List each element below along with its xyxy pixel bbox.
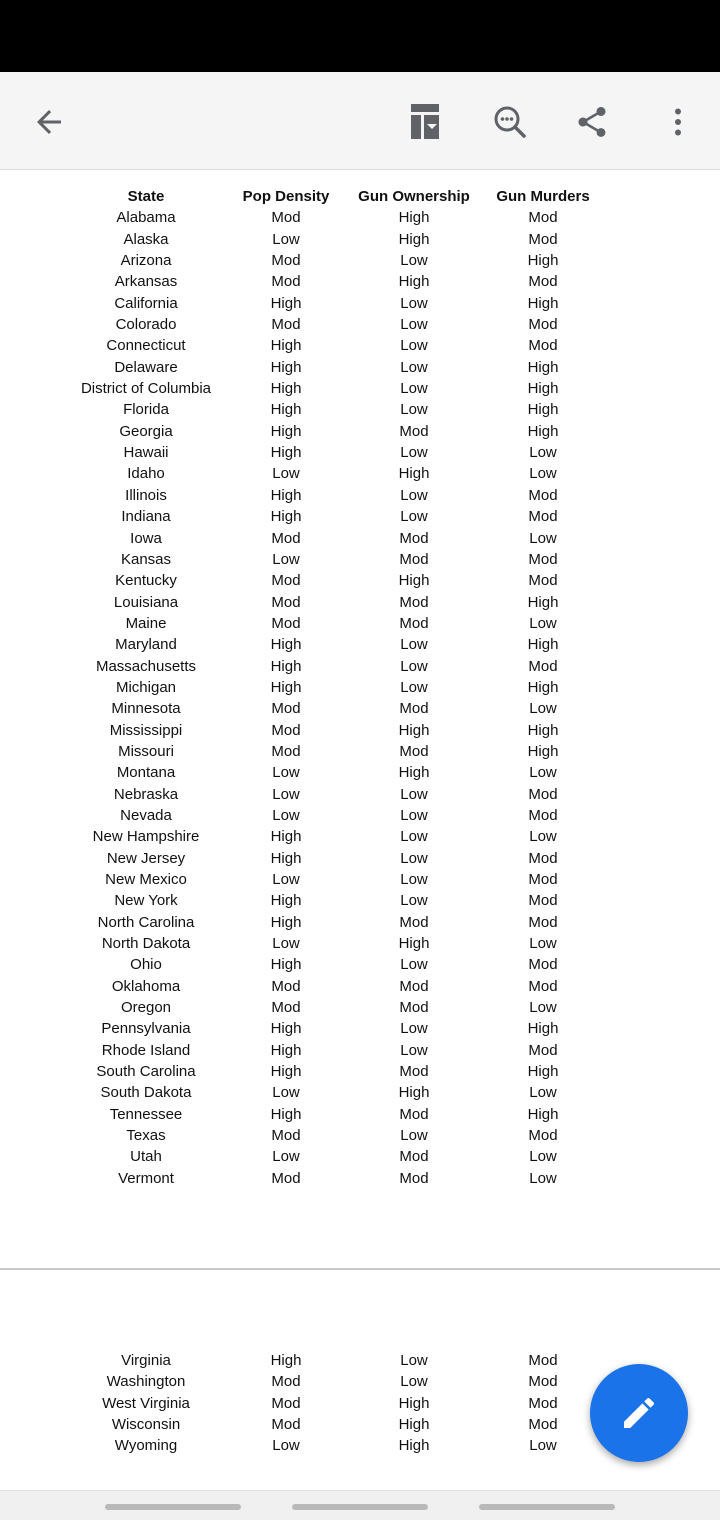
- cell-pop-density: Mod: [271, 1394, 301, 1412]
- table-row: [70, 1061, 608, 1082]
- cell-gun-ownership: Mod: [399, 550, 429, 568]
- cell-state: Georgia: [119, 422, 173, 440]
- table-row: [70, 463, 608, 484]
- cell-gun-ownership: Mod: [399, 742, 429, 760]
- table-row: [70, 869, 608, 890]
- cell-pop-density: Low: [272, 764, 300, 782]
- cell-pop-density: High: [270, 678, 302, 696]
- edit-pencil-icon: [619, 1393, 659, 1433]
- cell-state: Arkansas: [114, 273, 178, 291]
- cell-gun-ownership: High: [398, 721, 430, 739]
- cell-pop-density: High: [270, 1041, 302, 1059]
- cell-gun-ownership: Mod: [399, 700, 429, 718]
- cell-state: New Jersey: [106, 849, 186, 867]
- cell-pop-density: High: [270, 913, 302, 931]
- cell-gun-murders: High: [527, 358, 559, 376]
- cell-pop-density: High: [270, 1063, 302, 1081]
- arrow-left-icon: [31, 104, 67, 140]
- cell-gun-ownership: Low: [400, 785, 428, 803]
- cell-pop-density: Mod: [271, 593, 301, 611]
- cell-pop-density: High: [270, 358, 302, 376]
- cell-state: North Carolina: [97, 913, 195, 931]
- cell-gun-ownership: Low: [400, 486, 428, 504]
- cell-pop-density: High: [270, 380, 302, 398]
- table-row: [70, 1104, 608, 1125]
- cell-gun-murders: High: [527, 294, 559, 312]
- cell-state: South Carolina: [96, 1063, 196, 1081]
- cell-pop-density: High: [270, 1352, 302, 1369]
- table-row: [70, 656, 608, 677]
- cell-gun-murders: Mod: [528, 316, 558, 334]
- cell-pop-density: Low: [272, 465, 300, 483]
- table-row: [70, 314, 608, 335]
- cell-pop-density: Low: [272, 230, 300, 248]
- cell-gun-murders: Low: [529, 935, 557, 953]
- cell-gun-murders: Mod: [528, 1373, 558, 1391]
- cell-state: Nevada: [120, 806, 172, 824]
- data-table-page-1: [70, 186, 608, 1189]
- cell-gun-murders: Low: [529, 465, 557, 483]
- cell-state: North Dakota: [101, 935, 191, 953]
- table-row: [70, 592, 608, 613]
- cell-gun-murders: Low: [529, 529, 557, 547]
- table-row: [70, 549, 608, 570]
- table-row: [70, 1125, 608, 1146]
- table-row: [70, 485, 608, 506]
- cell-gun-ownership: High: [398, 230, 430, 248]
- cell-state: Virginia: [121, 1352, 171, 1369]
- cell-pop-density: High: [270, 422, 302, 440]
- cell-gun-murders: Mod: [528, 1352, 558, 1369]
- cell-gun-murders: Low: [529, 614, 557, 632]
- table-row: [70, 1168, 608, 1189]
- status-bar: [0, 0, 720, 72]
- cell-pop-density: Low: [272, 550, 300, 568]
- cell-gun-ownership: Low: [400, 849, 428, 867]
- table-row: [70, 698, 608, 719]
- cell-state: Rhode Island: [101, 1041, 191, 1059]
- cell-state: Louisiana: [113, 593, 179, 611]
- cell-state: Texas: [126, 1127, 166, 1145]
- back-button[interactable]: [25, 98, 73, 146]
- cell-gun-ownership: Mod: [399, 529, 429, 547]
- cell-pop-density: Low: [272, 1437, 300, 1455]
- cell-gun-ownership: Mod: [399, 999, 429, 1017]
- cell-gun-murders: Mod: [528, 892, 558, 910]
- cell-gun-ownership: High: [398, 465, 430, 483]
- cell-pop-density: Mod: [271, 1416, 301, 1434]
- cell-gun-murders: Mod: [528, 956, 558, 974]
- header-pop-density: Pop Density: [242, 188, 330, 205]
- cell-state: Indiana: [121, 508, 171, 526]
- table-row: [70, 848, 608, 869]
- cell-pop-density: Low: [272, 935, 300, 953]
- cell-gun-murders: Mod: [528, 913, 558, 931]
- header-gun-ownership: Gun Ownership: [358, 188, 470, 205]
- cell-pop-density: Mod: [271, 572, 301, 590]
- cell-state: Alaska: [123, 230, 169, 248]
- bottom-navigation-area: [0, 1490, 720, 1520]
- cell-gun-ownership: Mod: [399, 1148, 429, 1166]
- cell-state: Washington: [106, 1373, 186, 1391]
- cell-gun-murders: High: [527, 1020, 559, 1038]
- cell-gun-murders: Mod: [528, 508, 558, 526]
- cell-gun-murders: Mod: [528, 230, 558, 248]
- cell-state: District of Columbia: [80, 380, 212, 398]
- cell-gun-ownership: High: [398, 1416, 430, 1434]
- table-row: [70, 613, 608, 634]
- table-row: [70, 720, 608, 741]
- nav-handle-right[interactable]: [479, 1504, 615, 1510]
- cell-state: Idaho: [127, 465, 165, 483]
- cell-gun-murders: High: [527, 422, 559, 440]
- more-options-button[interactable]: [654, 98, 702, 146]
- cell-gun-ownership: Low: [400, 636, 428, 654]
- table-row: [70, 250, 608, 271]
- table-row: [70, 570, 608, 591]
- cell-state: Montana: [116, 764, 176, 782]
- table-row: [70, 357, 608, 378]
- cell-state: Mississippi: [109, 721, 183, 739]
- cell-pop-density: Mod: [271, 1373, 301, 1391]
- cell-state: Oregon: [120, 999, 172, 1017]
- cell-gun-murders: Low: [529, 444, 557, 462]
- header-state: State: [127, 188, 165, 205]
- cell-state: Maine: [125, 614, 167, 632]
- cell-state: Utah: [130, 1148, 162, 1166]
- cell-state: Pennsylvania: [101, 1020, 191, 1038]
- cell-gun-murders: Low: [529, 1437, 557, 1455]
- cell-pop-density: High: [270, 294, 302, 312]
- cell-pop-density: Low: [272, 806, 300, 824]
- cell-state: New Mexico: [105, 871, 187, 888]
- cell-state: South Dakota: [100, 1084, 192, 1102]
- cell-state: Hawaii: [123, 444, 169, 462]
- cell-state: Wisconsin: [111, 1416, 181, 1434]
- cell-state: Michigan: [115, 678, 177, 696]
- cell-state: Connecticut: [106, 337, 186, 355]
- cell-pop-density: Mod: [271, 316, 301, 334]
- table-row: [70, 1040, 608, 1061]
- cell-pop-density: High: [270, 636, 302, 654]
- cell-gun-ownership: Low: [400, 337, 428, 355]
- cell-pop-density: Low: [272, 1148, 300, 1166]
- cell-pop-density: Mod: [271, 977, 301, 995]
- cell-pop-density: Mod: [271, 273, 301, 291]
- table-row: [70, 378, 608, 399]
- cell-gun-murders: High: [527, 636, 559, 654]
- cell-gun-murders: Mod: [528, 1416, 558, 1434]
- data-table-page-2: [70, 1350, 608, 1457]
- cell-gun-ownership: Mod: [399, 593, 429, 611]
- cell-state: Colorado: [115, 316, 177, 334]
- table-row: [70, 954, 608, 975]
- table-row: [70, 933, 608, 954]
- cell-state: Massachusetts: [95, 657, 197, 675]
- cell-gun-ownership: High: [398, 1437, 430, 1455]
- cell-state: Delaware: [114, 358, 178, 376]
- table-row: [70, 421, 608, 442]
- cell-gun-ownership: High: [398, 209, 430, 227]
- cell-state: Iowa: [130, 529, 162, 547]
- cell-state: Vermont: [118, 1169, 174, 1187]
- cell-pop-density: Mod: [271, 1169, 301, 1187]
- table-row: [70, 1350, 608, 1371]
- cell-state: Kansas: [120, 550, 172, 568]
- table-row: [70, 335, 608, 356]
- cell-pop-density: Mod: [271, 209, 301, 227]
- cell-pop-density: Mod: [271, 721, 301, 739]
- table-row: [70, 890, 608, 911]
- table-row: [70, 442, 608, 463]
- table-row: [70, 399, 608, 420]
- cell-gun-ownership: Low: [400, 1127, 428, 1145]
- cell-gun-murders: Mod: [528, 1394, 558, 1412]
- cell-state: Arizona: [120, 252, 172, 270]
- cell-gun-murders: High: [527, 252, 559, 270]
- cell-state: Minnesota: [111, 700, 181, 718]
- nav-handle-center[interactable]: [292, 1504, 428, 1510]
- cell-gun-ownership: Mod: [399, 1169, 429, 1187]
- cell-gun-murders: Low: [529, 1084, 557, 1102]
- cell-gun-murders: Mod: [528, 871, 558, 888]
- share-icon: [574, 104, 610, 140]
- cell-pop-density: High: [270, 401, 302, 419]
- cell-gun-murders: Low: [529, 764, 557, 782]
- cell-pop-density: High: [270, 486, 302, 504]
- table-row: [70, 1018, 608, 1039]
- cell-gun-murders: High: [527, 721, 559, 739]
- cell-gun-ownership: Low: [400, 828, 428, 846]
- cell-pop-density: Low: [272, 871, 300, 888]
- cell-pop-density: Mod: [271, 614, 301, 632]
- cell-gun-murders: High: [527, 401, 559, 419]
- cell-pop-density: High: [270, 444, 302, 462]
- document-viewer[interactable]: [0, 172, 720, 1490]
- find-in-page-button[interactable]: [486, 98, 534, 146]
- cell-gun-murders: Low: [529, 828, 557, 846]
- cell-pop-density: High: [270, 892, 302, 910]
- cell-gun-murders: Mod: [528, 273, 558, 291]
- cell-pop-density: Mod: [271, 529, 301, 547]
- table-row: [70, 741, 608, 762]
- cell-pop-density: Low: [272, 1084, 300, 1102]
- cell-gun-murders: Mod: [528, 337, 558, 355]
- cell-state: Oklahoma: [111, 977, 181, 995]
- table-row: [70, 293, 608, 314]
- cell-gun-ownership: High: [398, 572, 430, 590]
- table-row: [70, 271, 608, 292]
- cell-gun-ownership: Low: [400, 252, 428, 270]
- cell-gun-ownership: High: [398, 1084, 430, 1102]
- cell-state: New Hampshire: [92, 828, 200, 846]
- cell-gun-ownership: Low: [400, 806, 428, 824]
- cell-gun-murders: High: [527, 1105, 559, 1123]
- cell-gun-ownership: Low: [400, 444, 428, 462]
- cell-gun-ownership: Mod: [399, 1105, 429, 1123]
- cell-gun-ownership: Low: [400, 358, 428, 376]
- more-vert-icon: [660, 104, 696, 140]
- cell-state: Florida: [123, 401, 169, 419]
- cell-pop-density: Mod: [271, 252, 301, 270]
- cell-gun-murders: Low: [529, 1148, 557, 1166]
- cell-gun-ownership: Low: [400, 956, 428, 974]
- cell-gun-murders: Low: [529, 700, 557, 718]
- cell-gun-ownership: Low: [400, 316, 428, 334]
- cell-state: West Virginia: [102, 1394, 190, 1412]
- cell-pop-density: High: [270, 337, 302, 355]
- reading-mode-button[interactable]: [402, 98, 450, 146]
- cell-gun-murders: Mod: [528, 806, 558, 824]
- cell-state: Wyoming: [114, 1437, 178, 1455]
- cell-gun-murders: Mod: [528, 657, 558, 675]
- cell-gun-murders: High: [527, 1063, 559, 1081]
- edit-fab-button[interactable]: [590, 1364, 688, 1462]
- table-row: [70, 1435, 608, 1456]
- cell-gun-murders: Mod: [528, 785, 558, 803]
- cell-gun-murders: Mod: [528, 1041, 558, 1059]
- cell-gun-ownership: Low: [400, 294, 428, 312]
- table-row: [70, 207, 608, 228]
- cell-gun-ownership: Low: [400, 401, 428, 419]
- cell-gun-ownership: High: [398, 935, 430, 953]
- cell-pop-density: Mod: [271, 700, 301, 718]
- cell-state: Maryland: [115, 636, 177, 654]
- header-gun-murders: Gun Murders: [496, 188, 590, 205]
- cell-state: Missouri: [118, 742, 174, 760]
- cell-gun-murders: Mod: [528, 977, 558, 995]
- cell-gun-ownership: Mod: [399, 422, 429, 440]
- table-row: [70, 528, 608, 549]
- cell-gun-murders: Mod: [528, 209, 558, 227]
- reading-mode-icon: [410, 102, 442, 142]
- cell-gun-ownership: Low: [400, 678, 428, 696]
- table-row: [70, 229, 608, 250]
- table-row: [70, 677, 608, 698]
- cell-state: New York: [114, 892, 178, 910]
- cell-gun-ownership: Low: [400, 1352, 428, 1369]
- cell-gun-murders: Low: [529, 999, 557, 1017]
- cell-gun-murders: Mod: [528, 849, 558, 867]
- cell-pop-density: High: [270, 1020, 302, 1038]
- cell-state: Alabama: [116, 209, 176, 227]
- cell-state: Illinois: [125, 486, 167, 504]
- cell-gun-ownership: Mod: [399, 913, 429, 931]
- table-row: [70, 634, 608, 655]
- cell-gun-ownership: Low: [400, 380, 428, 398]
- table-row: [70, 784, 608, 805]
- cell-pop-density: Mod: [271, 742, 301, 760]
- cell-state: Tennessee: [109, 1105, 183, 1123]
- cell-gun-murders: High: [527, 380, 559, 398]
- cell-gun-murders: Mod: [528, 486, 558, 504]
- cell-gun-murders: Mod: [528, 550, 558, 568]
- cell-pop-density: High: [270, 956, 302, 974]
- table-row: [70, 976, 608, 997]
- cell-pop-density: High: [270, 849, 302, 867]
- cell-gun-ownership: Low: [400, 892, 428, 910]
- cell-pop-density: Low: [272, 785, 300, 803]
- table-row: [70, 997, 608, 1018]
- cell-gun-murders: High: [527, 742, 559, 760]
- table-row: [70, 762, 608, 783]
- cell-gun-ownership: High: [398, 1394, 430, 1412]
- share-button[interactable]: [568, 98, 616, 146]
- cell-state: Nebraska: [113, 785, 179, 803]
- page-break: [0, 1268, 720, 1270]
- cell-gun-murders: Mod: [528, 1127, 558, 1145]
- cell-gun-ownership: Mod: [399, 1063, 429, 1081]
- cell-gun-murders: Mod: [528, 572, 558, 590]
- cell-gun-ownership: Low: [400, 1020, 428, 1038]
- table-row: [70, 506, 608, 527]
- table-row: [70, 1414, 608, 1435]
- cell-pop-density: High: [270, 508, 302, 526]
- cell-gun-ownership: Low: [400, 871, 428, 888]
- table-row: [70, 1371, 608, 1392]
- cell-gun-murders: High: [527, 593, 559, 611]
- table-row: [70, 1146, 608, 1167]
- cell-state: California: [114, 294, 178, 312]
- cell-gun-ownership: High: [398, 764, 430, 782]
- find-in-page-icon: [492, 104, 528, 140]
- cell-gun-ownership: Low: [400, 1041, 428, 1059]
- cell-gun-ownership: Low: [400, 1373, 428, 1391]
- table-row: [70, 1082, 608, 1103]
- app-bar: [0, 72, 720, 170]
- cell-pop-density: High: [270, 657, 302, 675]
- table-row: [70, 805, 608, 826]
- cell-state: Ohio: [130, 956, 162, 974]
- cell-gun-ownership: Mod: [399, 977, 429, 995]
- cell-gun-ownership: Low: [400, 657, 428, 675]
- cell-gun-murders: Low: [529, 1169, 557, 1187]
- table-row: [70, 826, 608, 847]
- nav-handle-left[interactable]: [105, 1504, 241, 1510]
- table-row: [70, 1393, 608, 1414]
- table-row: [70, 912, 608, 933]
- cell-gun-ownership: Mod: [399, 614, 429, 632]
- cell-pop-density: High: [270, 1105, 302, 1123]
- cell-gun-murders: High: [527, 678, 559, 696]
- cell-gun-ownership: High: [398, 273, 430, 291]
- cell-gun-ownership: Low: [400, 508, 428, 526]
- cell-pop-density: Mod: [271, 1127, 301, 1145]
- cell-pop-density: Mod: [271, 999, 301, 1017]
- cell-pop-density: High: [270, 828, 302, 846]
- cell-state: Kentucky: [115, 572, 177, 590]
- table-header-row: [70, 186, 608, 207]
